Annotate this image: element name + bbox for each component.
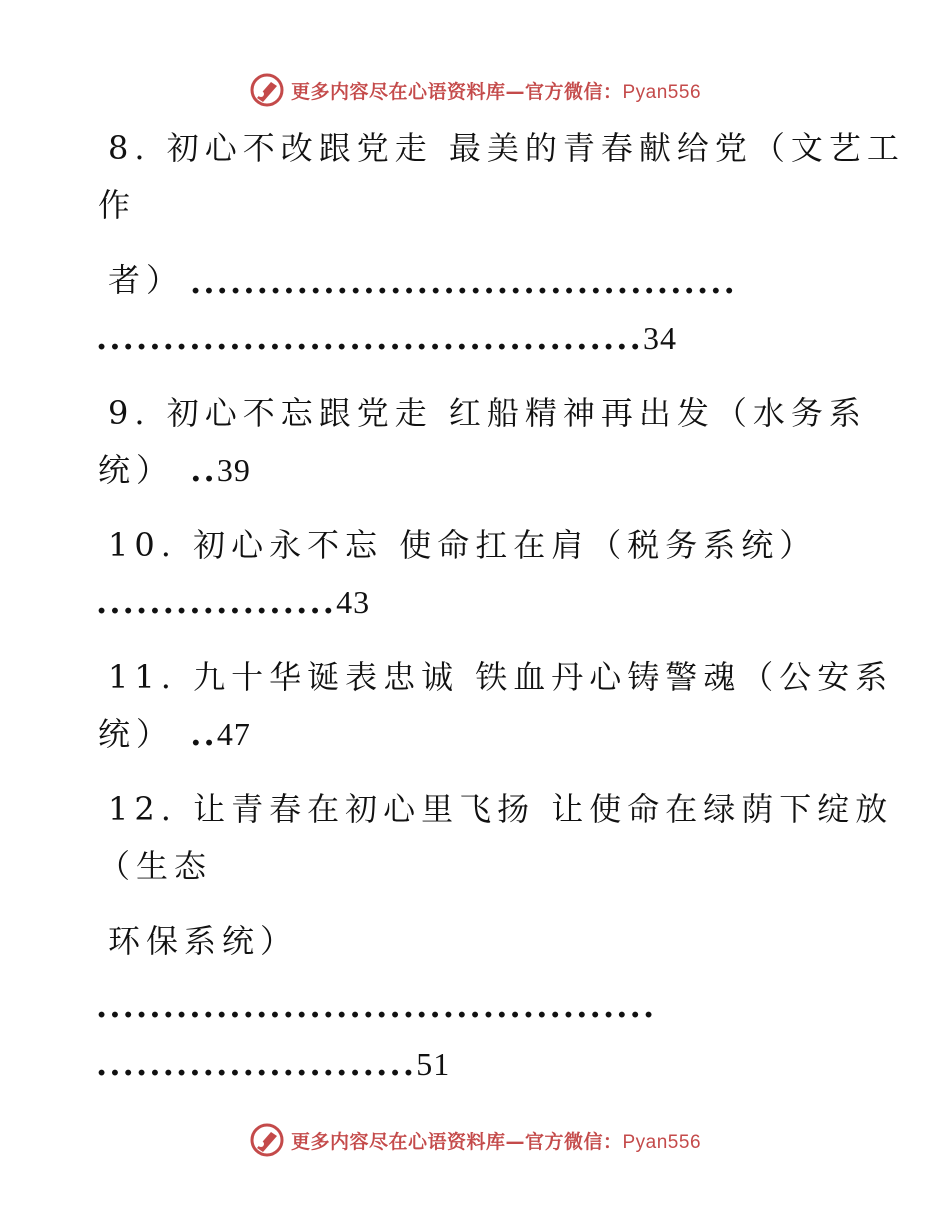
pen-logo-icon: [249, 72, 285, 108]
toc-item-8-leader-dots: .........................................: [190, 263, 737, 301]
toc-item-8-page: 34: [642, 320, 677, 356]
toc-item-12-title-line1: 12. 让青春在初心里飞扬 让使命在绿荫下绽放: [108, 790, 894, 828]
toc-item-8-title-line3: 者）: [108, 261, 185, 299]
toc-item-10-page: 43: [336, 584, 371, 620]
toc-item-11-title-line2: 统） ..47: [98, 715, 251, 753]
footer-banner: [0, 1120, 950, 1160]
toc-item-11-title-line1: 11. 九十华诞表忠诚 铁血丹心铸警魂（公安系: [108, 658, 894, 696]
toc-item-8-leader-line: .........................................34: [96, 319, 677, 357]
toc-item-11-page: 47: [216, 716, 251, 752]
toc-item-9-title-line2: 统） ..39: [98, 451, 251, 489]
toc-item-12-title-line2: （生态: [98, 847, 213, 885]
toc-item-8-title-line1: 8. 初心不改跟党走 最美的青春献给党（文艺工: [108, 129, 905, 167]
pen-logo-icon: [249, 1122, 285, 1158]
toc-item-12-leader-dots: ..........................................: [96, 987, 657, 1025]
toc-item-12-page: 51: [416, 1046, 451, 1082]
footer-banner-text: 更多内容尽在心语资料库—官方微信：Pyan556: [290, 1130, 702, 1153]
toc-item-9-title-line1: 9. 初心不忘跟党走 红船精神再出发（水务系: [108, 394, 867, 432]
toc-item-12-leader-line: ........................51: [96, 1045, 451, 1083]
header-banner-text: 更多内容尽在心语资料库—官方微信：Pyan556: [290, 80, 702, 103]
toc-item-10-title: 10. 初心永不忘 使命扛在肩（税务系统）: [108, 526, 818, 564]
toc-item-8-title-line2: 作: [98, 186, 137, 224]
toc-item-10-leader-line: ..................43: [96, 583, 371, 621]
toc-item-12-title-line3: 环保系统）: [108, 922, 299, 960]
header-banner: [0, 70, 950, 110]
toc-item-9-page: 39: [216, 452, 251, 488]
